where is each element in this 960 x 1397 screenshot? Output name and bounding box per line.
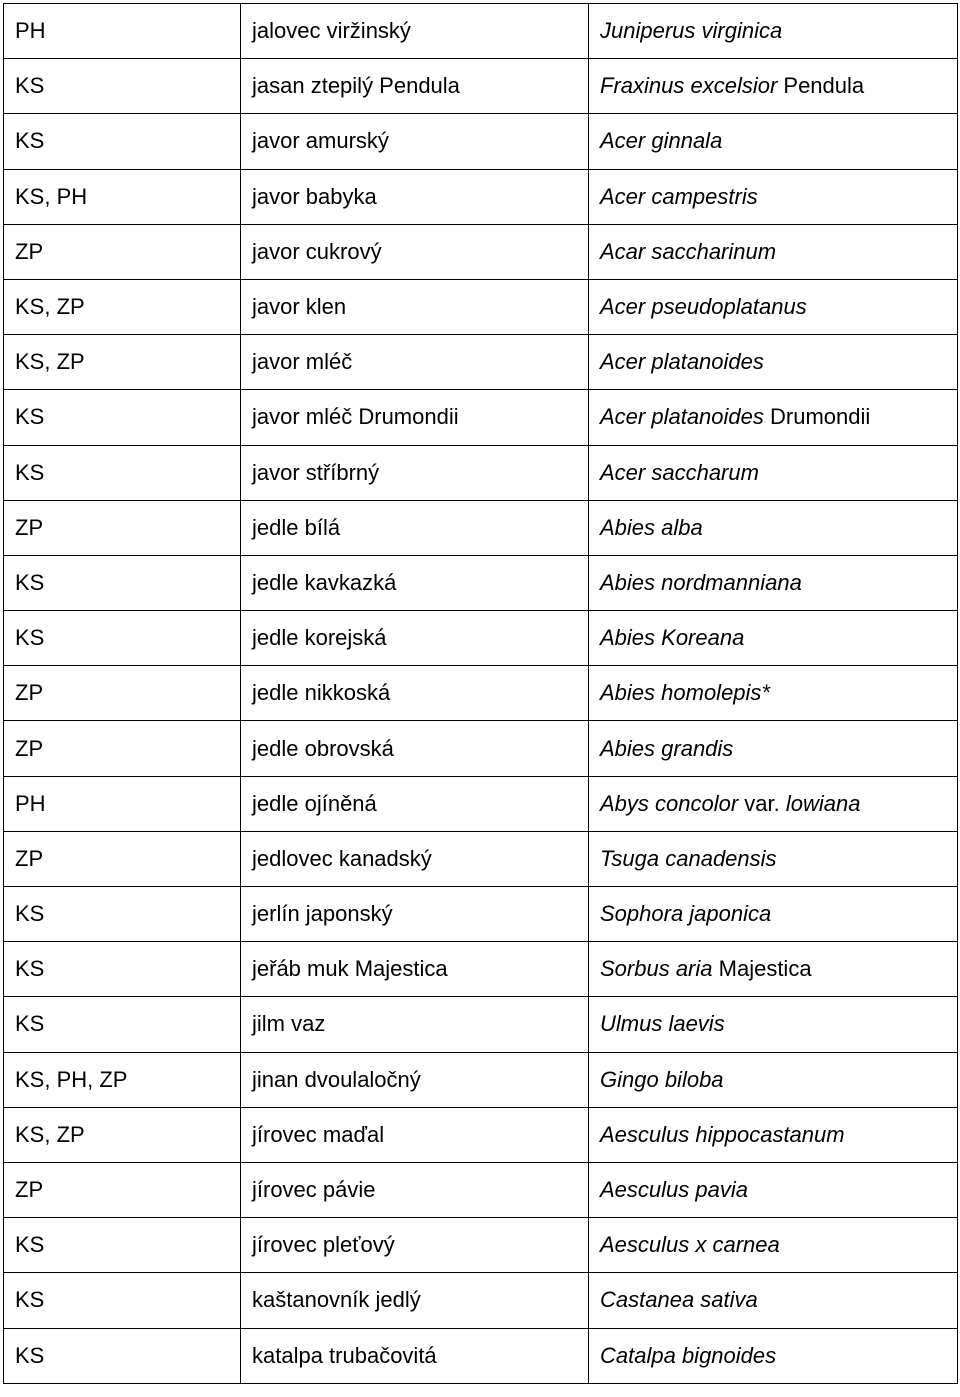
table-row bbox=[4, 445, 958, 500]
czech-name-cell: jedle bílá bbox=[241, 500, 589, 555]
latin-name-italic: Aesculus x carnea bbox=[600, 1232, 780, 1258]
table-row bbox=[4, 1052, 958, 1107]
table-row bbox=[4, 1328, 958, 1383]
table-row bbox=[4, 666, 958, 721]
table-row bbox=[4, 611, 958, 666]
latin-name-italic: Acer saccharum bbox=[600, 459, 759, 485]
czech-name-cell: kaštanovník jedlý bbox=[241, 1273, 589, 1328]
latin-name-cell bbox=[589, 721, 958, 776]
location-code-cell: KS, PH bbox=[4, 169, 241, 224]
table-row bbox=[4, 1107, 958, 1162]
czech-name-cell: jalovec viržinský bbox=[241, 4, 589, 59]
latin-name-cell bbox=[589, 224, 958, 279]
table-row bbox=[4, 887, 958, 942]
czech-name-cell: jírovec maďal bbox=[241, 1107, 589, 1162]
latin-name-italic: Abies homolepis* bbox=[600, 680, 770, 706]
latin-name-cell bbox=[589, 1162, 958, 1217]
latin-name-italic: Ulmus laevis bbox=[600, 1011, 725, 1037]
latin-name-roman: Majestica bbox=[712, 956, 812, 982]
latin-name-cell bbox=[589, 390, 958, 445]
latin-name-cell bbox=[589, 831, 958, 886]
table-row bbox=[4, 1273, 958, 1328]
latin-name-cell bbox=[589, 1052, 958, 1107]
location-code-cell: ZP bbox=[4, 666, 241, 721]
latin-name-italic: Acer platanoides bbox=[600, 404, 764, 430]
czech-name-cell: jedle kavkazká bbox=[241, 555, 589, 610]
latin-name-cell bbox=[589, 997, 958, 1052]
location-code-cell: PH bbox=[4, 4, 241, 59]
czech-name-cell: javor mléč Drumondii bbox=[241, 390, 589, 445]
location-code-cell: ZP bbox=[4, 500, 241, 555]
location-code-cell: KS bbox=[4, 555, 241, 610]
latin-name-italic: Aesculus pavia bbox=[600, 1177, 748, 1203]
table-row bbox=[4, 114, 958, 169]
location-code-cell: ZP bbox=[4, 1162, 241, 1217]
table-row bbox=[4, 1162, 958, 1217]
latin-name-cell bbox=[589, 555, 958, 610]
table-row bbox=[4, 224, 958, 279]
location-code-cell: KS bbox=[4, 611, 241, 666]
latin-name-italic: Sorbus aria bbox=[600, 956, 713, 982]
latin-name-cell bbox=[589, 942, 958, 997]
location-code-cell: KS bbox=[4, 887, 241, 942]
latin-name-italic: Fraxinus excelsior bbox=[600, 73, 778, 99]
latin-name-italic: Abies grandis bbox=[600, 735, 734, 761]
latin-name-cell bbox=[589, 776, 958, 831]
table-row bbox=[4, 997, 958, 1052]
table-row bbox=[4, 776, 958, 831]
location-code-cell: KS bbox=[4, 59, 241, 114]
location-code-cell: KS, ZP bbox=[4, 279, 241, 334]
location-code-cell: KS bbox=[4, 1328, 241, 1383]
table-row bbox=[4, 390, 958, 445]
latin-name-italic: Acer ginnala bbox=[600, 128, 723, 154]
location-code-cell: KS bbox=[4, 114, 241, 169]
czech-name-cell: jedle obrovská bbox=[241, 721, 589, 776]
latin-name-cell bbox=[589, 279, 958, 334]
latin-name-cell bbox=[589, 445, 958, 500]
latin-name-cell bbox=[589, 114, 958, 169]
latin-name-italic: Acer campestris bbox=[600, 183, 758, 209]
latin-name-italic: Tsuga canadensis bbox=[600, 845, 777, 871]
table-row bbox=[4, 59, 958, 114]
table-row bbox=[4, 279, 958, 334]
latin-name-italic: Abies Koreana bbox=[600, 625, 745, 651]
latin-name-cell bbox=[589, 59, 958, 114]
species-table-container bbox=[3, 3, 957, 1384]
latin-name-italic: Acar saccharinum bbox=[600, 238, 777, 264]
table-row bbox=[4, 4, 958, 59]
latin-name-cell bbox=[589, 1218, 958, 1273]
czech-name-cell: jinan dvoulaločný bbox=[241, 1052, 589, 1107]
location-code-cell: KS bbox=[4, 1218, 241, 1273]
czech-name-cell: jilm vaz bbox=[241, 997, 589, 1052]
latin-name-roman: Drumondii bbox=[763, 404, 871, 430]
czech-name-cell: jedle korejská bbox=[241, 611, 589, 666]
czech-name-cell: javor babyka bbox=[241, 169, 589, 224]
location-code-cell: KS, ZP bbox=[4, 1107, 241, 1162]
latin-name-roman: var. bbox=[738, 790, 786, 816]
latin-name-roman: Pendula bbox=[777, 73, 865, 99]
czech-name-cell: jedle nikkoská bbox=[241, 666, 589, 721]
table-row bbox=[4, 1218, 958, 1273]
latin-name-cell bbox=[589, 1273, 958, 1328]
czech-name-cell: jírovec pleťový bbox=[241, 1218, 589, 1273]
table-row bbox=[4, 500, 958, 555]
czech-name-cell: javor klen bbox=[241, 279, 589, 334]
location-code-cell: KS, ZP bbox=[4, 335, 241, 390]
czech-name-cell: jírovec pávie bbox=[241, 1162, 589, 1217]
location-code-cell: KS, PH, ZP bbox=[4, 1052, 241, 1107]
czech-name-cell: jedlovec kanadský bbox=[241, 831, 589, 886]
latin-name-cell bbox=[589, 500, 958, 555]
species-table-body bbox=[4, 4, 958, 1384]
latin-name-italic: Abies alba bbox=[600, 514, 703, 540]
latin-name-cell bbox=[589, 887, 958, 942]
location-code-cell: ZP bbox=[4, 224, 241, 279]
latin-name-italic: Abies nordmanniana bbox=[600, 569, 802, 595]
location-code-cell: KS bbox=[4, 390, 241, 445]
location-code-cell: KS bbox=[4, 1273, 241, 1328]
latin-name-italic: Aesculus hippocastanum bbox=[600, 1121, 845, 1147]
czech-name-cell: jerlín japonský bbox=[241, 887, 589, 942]
latin-name-italic: Castanea sativa bbox=[600, 1287, 758, 1313]
latin-name-cell bbox=[589, 1107, 958, 1162]
species-table bbox=[3, 3, 958, 1384]
latin-name-italic: Sophora japonica bbox=[600, 901, 772, 927]
latin-name-italic: Juniperus virginica bbox=[600, 18, 783, 44]
latin-name-cell bbox=[589, 1328, 958, 1383]
location-code-cell: ZP bbox=[4, 721, 241, 776]
czech-name-cell: jedle ojíněná bbox=[241, 776, 589, 831]
czech-name-cell: javor cukrový bbox=[241, 224, 589, 279]
latin-name-cell bbox=[589, 335, 958, 390]
czech-name-cell: javor mléč bbox=[241, 335, 589, 390]
table-row bbox=[4, 335, 958, 390]
location-code-cell: KS bbox=[4, 997, 241, 1052]
table-row bbox=[4, 721, 958, 776]
table-row bbox=[4, 169, 958, 224]
latin-name-italic: lowiana bbox=[785, 790, 861, 816]
table-row bbox=[4, 942, 958, 997]
latin-name-cell bbox=[589, 611, 958, 666]
latin-name-italic: Gingo biloba bbox=[600, 1066, 724, 1092]
czech-name-cell: javor amurský bbox=[241, 114, 589, 169]
location-code-cell: KS bbox=[4, 445, 241, 500]
location-code-cell: ZP bbox=[4, 831, 241, 886]
location-code-cell: KS bbox=[4, 942, 241, 997]
location-code-cell: PH bbox=[4, 776, 241, 831]
table-row bbox=[4, 555, 958, 610]
table-row bbox=[4, 831, 958, 886]
latin-name-italic: Acer pseudoplatanus bbox=[600, 294, 807, 320]
latin-name-italic: Acer platanoides bbox=[600, 349, 764, 375]
latin-name-cell bbox=[589, 666, 958, 721]
czech-name-cell: katalpa trubačovitá bbox=[241, 1328, 589, 1383]
latin-name-cell bbox=[589, 4, 958, 59]
latin-name-italic: Abys concolor bbox=[600, 790, 739, 816]
czech-name-cell: jasan ztepilý Pendula bbox=[241, 59, 589, 114]
czech-name-cell: javor stříbrný bbox=[241, 445, 589, 500]
latin-name-italic: Catalpa bignoides bbox=[600, 1342, 777, 1368]
czech-name-cell: jeřáb muk Majestica bbox=[241, 942, 589, 997]
latin-name-cell bbox=[589, 169, 958, 224]
